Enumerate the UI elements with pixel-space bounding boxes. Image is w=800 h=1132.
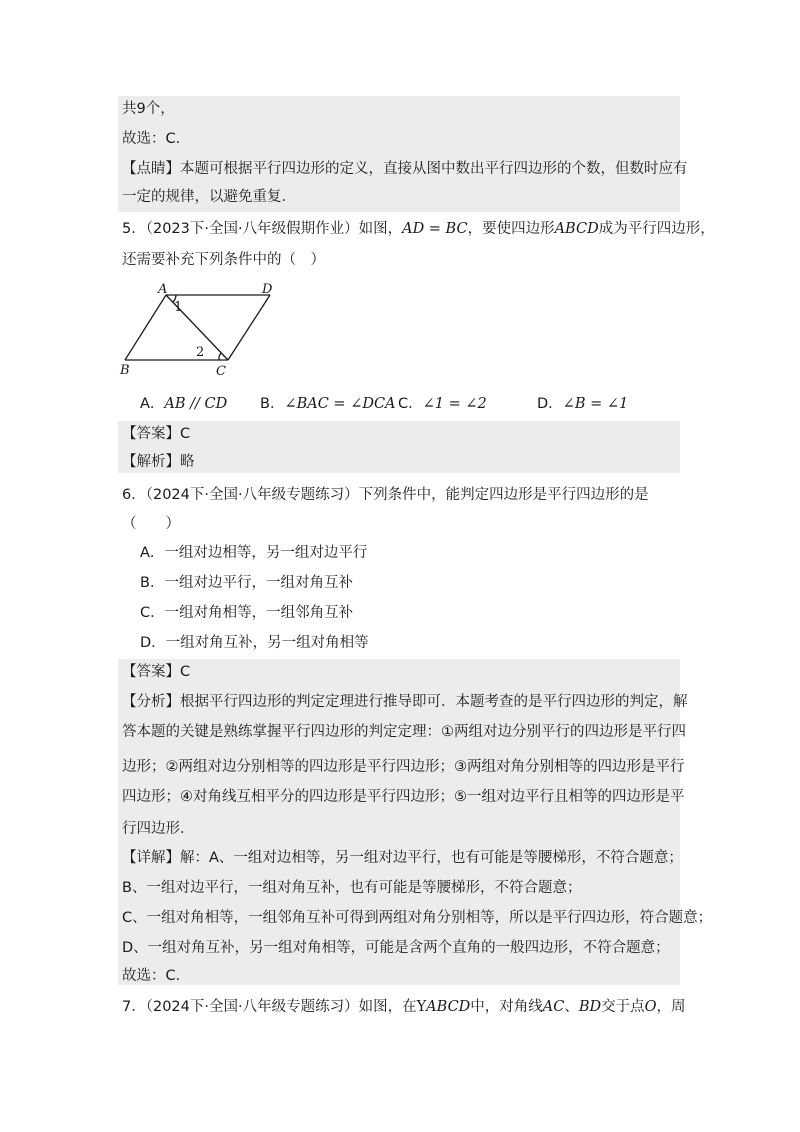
option-c-text: ∠1 = ∠2 bbox=[422, 396, 487, 412]
vertex-a-label: A bbox=[158, 282, 168, 297]
question-7-point: O bbox=[644, 999, 657, 1015]
option-a-key: A． bbox=[140, 396, 165, 412]
comment-line: 一定的规律，以避免重复． bbox=[122, 189, 296, 205]
detail-line: B、一组对边平行，一组对角互补，也有可能是等腰梯形，不符合题意； bbox=[122, 880, 582, 896]
question-7-diag2: BD bbox=[578, 999, 602, 1015]
question-5-stem bbox=[122, 219, 715, 239]
q6-option-a[interactable]: A．一组对边相等，另一组对边平行 bbox=[140, 545, 368, 561]
angle-2-arc bbox=[219, 353, 221, 360]
detail-line: D、一组对角互补，另一组对角相等，可能是含两个直角的一般四边形，不符合题意； bbox=[122, 940, 670, 956]
question-5-condition: AD = BC bbox=[402, 221, 468, 237]
detail-line: 故选：C． bbox=[122, 968, 191, 984]
question-6-stem: 6．（2024下·全国·八年级专题练习）下列条件中，能判定四边形是平行四边形的是 bbox=[122, 487, 649, 503]
analysis-line: 边形；②两组对边分别相等的四边形是平行四边形；③两组对角分别相等的四边形是平行 bbox=[122, 759, 685, 775]
detail-line: C、一组对角相等，一组邻角互补可得到两组对角分别相等，所以是平行四边形，符合题意； bbox=[122, 910, 713, 926]
option-c[interactable] bbox=[398, 394, 487, 414]
question-5-stem-line2: 还需要补充下列条件中的（ ） bbox=[122, 252, 325, 268]
q6-option-b[interactable]: B．一组对边平行，一组对角互补 bbox=[140, 575, 353, 591]
parallelogram-symbol: Y bbox=[416, 999, 427, 1015]
option-b-text: ∠BAC = ∠DCA bbox=[284, 396, 396, 412]
analysis-line: 答本题的关键是熟练掌握平行四边形的判定定理：①两组对边分别平行的四边形是平行四 bbox=[122, 724, 686, 740]
option-a[interactable] bbox=[140, 394, 227, 414]
parallelogram-figure bbox=[110, 278, 300, 383]
question-7-prefix: 7．（2024下·全国·八年级专题练习）如图，在 bbox=[122, 999, 417, 1015]
vertex-d-label: D bbox=[262, 282, 273, 297]
option-d-key: D． bbox=[537, 396, 563, 412]
q6-option-c[interactable]: C．一组对角相等，一组邻角互补 bbox=[140, 605, 354, 621]
option-a-text: AB // CD bbox=[164, 396, 228, 412]
edge-dc bbox=[228, 295, 270, 360]
option-b[interactable] bbox=[260, 394, 396, 414]
text-line: 故选：C． bbox=[122, 131, 191, 147]
angle-2-label: 2 bbox=[196, 345, 205, 360]
question-5-mid: ，要使四边形 bbox=[467, 221, 555, 237]
detail-line: 【详解】解：A、一组对边相等，另一组对边平行，也有可能是等腰梯形，不符合题意； bbox=[122, 850, 683, 866]
answer-block-q5 bbox=[118, 421, 680, 473]
angle-1-label: 1 bbox=[174, 300, 183, 315]
answer-q5: 【答案】C bbox=[122, 426, 191, 442]
analysis-line: 四边形；④对角线互相平分的四边形是平行四边形；⑤一组对边平行且相等的四边形是平 bbox=[122, 789, 685, 805]
analysis-line: 【分析】根据平行四边形的判定定理进行推导即可．本题考查的是平行四边形的判定，解 bbox=[122, 694, 688, 710]
edge-ba bbox=[125, 295, 166, 360]
vertex-c-label: C bbox=[216, 364, 226, 379]
q6-option-d[interactable]: D．一组对角互补，另一组对角相等 bbox=[140, 635, 369, 651]
question-5-prefix: 5．（2023下·全国·八年级假期作业）如图， bbox=[122, 221, 403, 237]
vertex-b-label: B bbox=[120, 363, 130, 378]
question-5-suffix: 成为平行四边形， bbox=[598, 221, 715, 237]
question-6-stem-line2: （ ） bbox=[122, 516, 180, 532]
question-5-quad: ABCD bbox=[554, 221, 599, 237]
analysis-line: 行四边形． bbox=[122, 821, 195, 837]
question-7-diag1: AC bbox=[542, 999, 565, 1015]
question-7-stem bbox=[122, 997, 686, 1017]
question-7-mid: 中，对角线 bbox=[470, 999, 543, 1015]
comment-line: 【点睛】本题可根据平行四边形的定义，直接从图中数出平行四边形的个数，但数时应有 bbox=[122, 161, 688, 177]
option-d-text: ∠B = ∠1 bbox=[562, 396, 629, 412]
text-line: 共9个， bbox=[122, 101, 175, 117]
option-d[interactable] bbox=[537, 394, 628, 414]
analysis-q5: 【解析】略 bbox=[122, 454, 195, 470]
option-b-key: B． bbox=[260, 396, 285, 412]
question-7-mid2: 交于点 bbox=[601, 999, 645, 1015]
question-7-sep: 、 bbox=[564, 999, 579, 1015]
option-c-key: C． bbox=[398, 396, 423, 412]
question-7-suffix: ，周 bbox=[656, 999, 686, 1015]
answer-q6: 【答案】C bbox=[122, 664, 191, 680]
question-7-quad: ABCD bbox=[426, 999, 471, 1015]
